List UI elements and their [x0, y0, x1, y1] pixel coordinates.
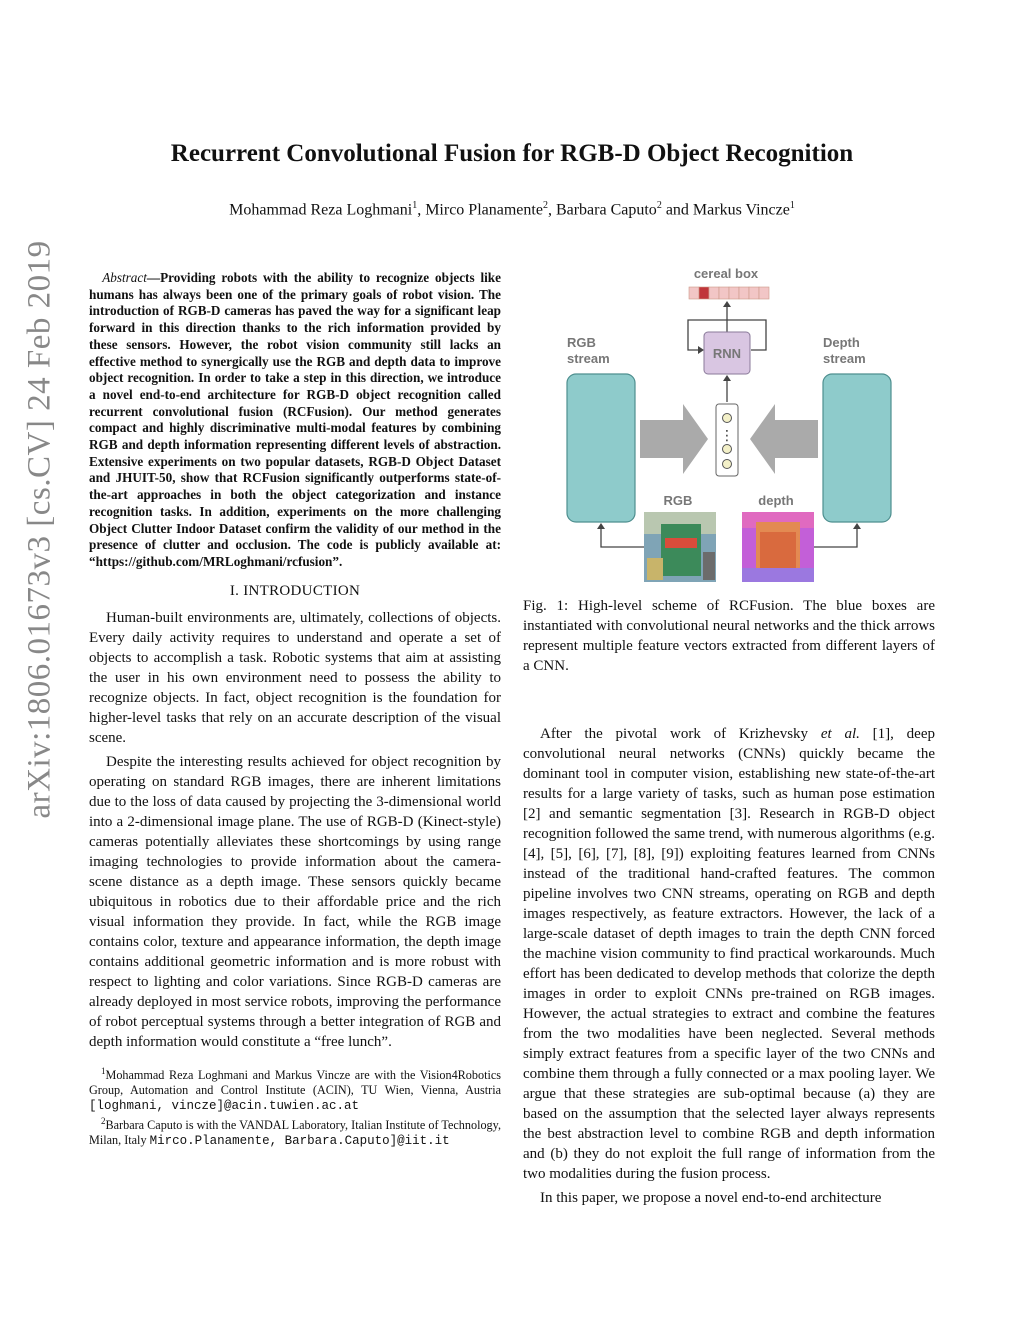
- output-cell: [709, 287, 719, 299]
- cereal-box-shape: [661, 524, 701, 576]
- intro-paragraph-1: Human-built environments are, ultimately, collections of objects. Every daily activity requires to understand and operate a set of objects to accomplish a task. Robotic systems that aim at assisting the user in his own environment need to possess the ability to recognize objects. In fact, object recognition is the foundation for higher-level tasks that rely on an accurate description of the visual scene.: [89, 609, 501, 746]
- output-cell: [689, 287, 699, 299]
- depth-stream-label-line2: stream: [823, 351, 866, 366]
- abstract-text: Providing robots with the ability to recognize objects like humans has always been one of the primary goals of robot vision. The introduction of RGB-D cameras has paved the way for a significant leap forward in this direction thanks to the rich information provided by these sensors. However, the robot vision community still lacks an effective method to synergically use the RGB and depth data to improve object recognition. In order to take a step in this direction, we introduce a novel end-to-end architecture for RGB-D object recognition called recurrent convolutional fusion (RCFusion). Our method generates compact and highly discriminative multi-modal features by combining RGB and depth information representing different levels of abstraction. Extensive experiments on two popular datasets, RGB-D Object Dataset and JHUIT-50, show that RCFusion significantly outperforms state-of-the-art approaches in both the object categorization and instance recognition tasks. In addition, experiments on the more challenging Object Clutter Indoor Dataset confirm the validity of our method in the presence of clutter and occlusion. The code is publicly available at: “https://github.com/MRLoghmani/rcfusion”.: [89, 270, 501, 569]
- footnote-2-email: Mirco.Planamente, Barbara.Caputo]@iit.it: [149, 1133, 450, 1148]
- feature-node: [723, 414, 732, 423]
- author-4-affil: 1: [789, 200, 795, 211]
- rgb-image-object: [703, 552, 715, 580]
- arrowhead: [597, 523, 605, 529]
- abstract-label: Abstract: [102, 270, 147, 285]
- abstract: [89, 270, 501, 571]
- right-paragraph-2: In this paper, we propose a novel end-to-end architecture: [540, 1190, 882, 1206]
- rcfusion-diagram: [523, 262, 935, 590]
- section-heading-introduction: I. INTRODUCTION: [229, 582, 361, 599]
- et-al: et al.: [820, 726, 860, 742]
- footnote-2: [89, 1114, 501, 1149]
- rnn-label: RNN: [712, 346, 742, 361]
- footnote-2-text: Barbara Caputo is with the VANDAL Laboratory, Italian Institute of Technology, Milan, Italy: [89, 1117, 501, 1147]
- footnote-1-mark: 1: [101, 1065, 106, 1076]
- depth-stream-label-line1: Depth: [823, 335, 860, 350]
- arrowhead: [723, 301, 731, 307]
- right-column-text: [523, 724, 935, 1212]
- arrowhead: [698, 346, 704, 354]
- footnote-1-text: Mohammad Reza Loghmani and Markus Vincze are with the Vision4Robotics Group, Automation and Control Institute (ACIN), TU Wien, Vienna, Austria: [89, 1067, 501, 1097]
- feature-node: [723, 460, 732, 469]
- depth-input-image: [742, 512, 814, 582]
- author-3-affil: 2: [656, 200, 662, 211]
- output-cell: [739, 287, 749, 299]
- left-column: [89, 270, 501, 1149]
- rgb-image-object: [647, 558, 663, 580]
- author-1-affil: 1: [412, 200, 418, 211]
- footnote-1: [89, 1064, 501, 1114]
- author-2-affil: 2: [542, 200, 548, 211]
- author-4: and Markus Vincze: [661, 201, 790, 219]
- output-class-label: cereal box: [693, 266, 759, 281]
- arrowhead: [853, 523, 861, 529]
- depth-box-face: [760, 532, 796, 568]
- figure-column: [523, 262, 935, 676]
- depth-feature-arrow: [750, 404, 818, 474]
- footnotes: [89, 1064, 501, 1149]
- rgb-feature-arrow: [640, 404, 708, 474]
- figure-caption: Fig. 1: High-level scheme of RCFusion. The blue boxes are instantiated with convolutional neural networks and the thick arrows represent multiple feature vectors extracted from different layers of a CNN.: [523, 598, 935, 674]
- figure-1: [523, 262, 935, 590]
- rgb-stream-label-line2: stream: [567, 351, 610, 366]
- output-cell: [749, 287, 759, 299]
- right-paragraph-1-start: After the pivotal work of Krizhevsky: [540, 726, 821, 742]
- rgb-stream-label-line1: RGB: [567, 335, 596, 350]
- depth-image-to-stream-arrow: [814, 528, 857, 547]
- cereal-box-logo: [665, 538, 697, 548]
- rgb-input-label: RGB: [663, 493, 693, 508]
- output-cell: [719, 287, 729, 299]
- author-3: , Barbara Caputo: [547, 201, 657, 219]
- depth-cnn-stream: [823, 374, 891, 522]
- arrowhead: [723, 375, 731, 381]
- paper-title: Recurrent Convolutional Fusion for RGB-D Object Recognition: [170, 140, 854, 167]
- intro-paragraph-2: Despite the interesting results achieved for object recognition by operating on standard RGB images, there are inherent limitations due to the loss of data caused by projecting the 3-dimensional world into a 2-dimensional image plane. The use of RGB-D (Kinect-style) cameras potentially alleviates these shortcomings by using range imaging technologies to provide information about the camera-scene distance as a depth image. These sensors quickly became ubiquitous in robotics due to their affordable price and the rich visual information they provide. In fact, while the RGB image contains color, texture and appearance information, the depth image contains additional geometric information and is more robust with respect to lighting and color variations. Since RGB-D cameras are already deployed in most service robots, improving the performance of robot perceptual systems through a better integration of RGB and depth information would constitute a “free lunch”.: [89, 753, 501, 1050]
- arxiv-identifier: arXiv:1806.01673v3 [cs.CV] 24 Feb 2019: [21, 240, 58, 819]
- output-cell-active: [699, 287, 709, 299]
- output-vector: [689, 287, 769, 299]
- output-cell: [729, 287, 739, 299]
- output-cell: [759, 287, 769, 299]
- ellipsis-dots: ⋮: [720, 428, 734, 444]
- feature-node: [723, 445, 732, 454]
- footnote-1-email: [loghmani, vincze]@acin.tuwien.ac.at: [89, 1098, 360, 1113]
- depth-input-label: depth: [758, 493, 794, 508]
- depth-image-floor: [742, 568, 814, 582]
- right-paragraph-1: [523, 724, 935, 1184]
- author-list: [0, 200, 1024, 219]
- author-1: Mohammad Reza Loghmani: [229, 201, 413, 219]
- abstract-dash: —: [146, 270, 161, 285]
- rgb-image-to-stream-arrow: [601, 528, 644, 547]
- rgb-input-image: [644, 512, 716, 582]
- footnote-2-mark: 2: [101, 1115, 106, 1126]
- author-2: , Mirco Planamente: [417, 201, 543, 219]
- rgb-cnn-stream: [567, 374, 635, 522]
- right-paragraph-1-rest: [1], deep convolutional neural networks (CNNs) quickly became the dominant tool in computer vision, establishing new state-of-the-art results for a large variety of tasks, such as human pose estimation [2] and semantic segmentation [3]. Research in RGB-D object recognition followed the same trend, with numerous algorithms (e.g. [4], [5], [6], [7], [8], [9]) exploiting features learned from CNNs instead of the traditional hand-crafted features. The common pipeline involves two CNN streams, operating on RGB and depth images respectively, as feature extractors. However, the lack of a large-scale dataset of depth images to train the depth CNN forced the machine vision community to find practical workarounds. Much effort has been dedicated to develop methods that colorize the depth images in order to exploit CNNs pre-trained on RGB images. However, the actual strategies to extract and combine the features from the two modalities have been neglected. Several methods simply extract features from a specific layer of the two CNNs and combine them through a fully connected or a max pooling layer. We argue that these strategies are sub-optimal because (a) they are based on the assumption that the selected layer always represents the best abstraction level to combine RGB and depth information and (b) they do not exploit the full range of information from the two modalities during the fusion process.: [523, 726, 935, 1182]
